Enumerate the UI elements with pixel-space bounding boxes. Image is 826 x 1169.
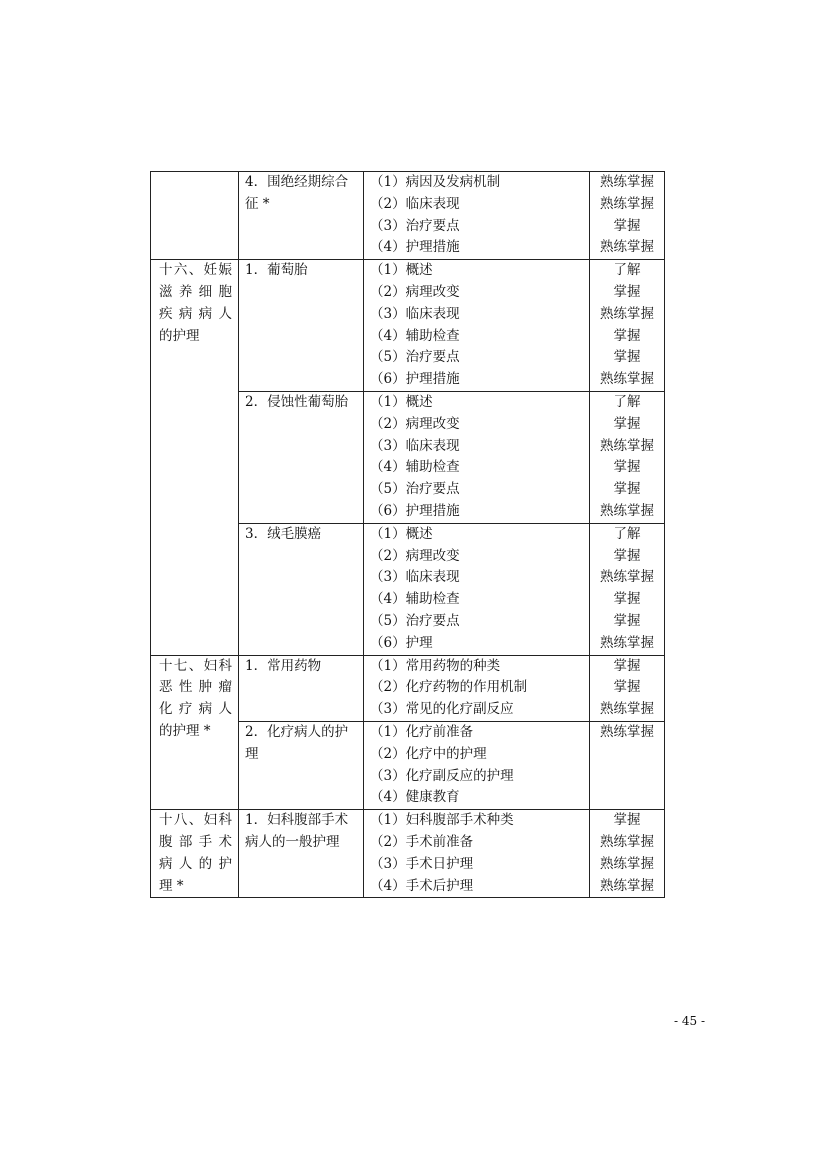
- requirement-level-cell: [590, 260, 665, 392]
- unit-title-line: 腹部手术: [159, 833, 232, 850]
- content-item: （2）手术前准备: [370, 833, 474, 850]
- table-row: [151, 810, 665, 898]
- syllabus-table: [150, 171, 665, 898]
- content-item: （2）病理改变: [370, 547, 460, 564]
- unit-title-line: 十七、妇科: [159, 657, 232, 674]
- content-item: （4）健康教育: [370, 789, 460, 806]
- content-item: （6）护理措施: [370, 371, 460, 388]
- unit-title-line: 恶性肿瘤: [159, 679, 232, 696]
- content-item: （1）病因及发病机制: [370, 174, 501, 190]
- requirement-level: 熟练掌握: [600, 371, 654, 388]
- content-item: （1）常用药物的种类: [370, 657, 501, 674]
- content-item: （2）病理改变: [370, 283, 460, 300]
- requirement-level: 熟练掌握: [600, 723, 654, 740]
- unit-title-cell: [151, 810, 239, 898]
- requirement-level: 掌握: [613, 679, 641, 696]
- requirement-level: 熟练掌握: [600, 833, 654, 850]
- content-item: （4）护理措施: [370, 239, 460, 256]
- requirement-level: 熟练掌握: [600, 701, 654, 718]
- content-item: （3）临床表现: [370, 305, 460, 322]
- content-item: （5）治疗要点: [370, 349, 460, 366]
- requirement-level: 熟练掌握: [600, 877, 654, 894]
- topic-title-line: 征 *: [245, 195, 270, 212]
- unit-title-line: 病人的护: [159, 855, 232, 872]
- requirement-level: 掌握: [613, 327, 641, 344]
- requirement-level: 掌握: [613, 812, 641, 829]
- content-item: （6）护理: [370, 634, 433, 651]
- unit-title-line: 的护理: [159, 327, 200, 344]
- unit-title-line: 化疗病人: [159, 701, 232, 718]
- topic-cell: [239, 260, 364, 392]
- content-items-cell: [364, 523, 590, 655]
- unit-title-cell: [151, 260, 239, 655]
- content-item: （3）临床表现: [370, 437, 460, 454]
- requirement-level: 了解: [613, 525, 641, 542]
- requirement-level: 了解: [613, 262, 641, 279]
- table-row: [151, 655, 665, 721]
- content-items-cell: [364, 810, 590, 898]
- content-items-cell: [364, 260, 590, 392]
- content-items-cell: [364, 391, 590, 523]
- content-item: （2）临床表现: [370, 195, 460, 212]
- topic-title-line: 1．葡萄胎: [245, 262, 308, 279]
- content-item: （4）手术后护理: [370, 877, 474, 894]
- content-item: （6）护理措施: [370, 502, 460, 519]
- requirement-level: 熟练掌握: [600, 634, 654, 651]
- requirement-level-cell: [590, 655, 665, 721]
- unit-title-line: 滋养细胞: [159, 283, 232, 300]
- requirement-level: 掌握: [613, 591, 641, 608]
- requirement-level: 掌握: [613, 481, 641, 498]
- content-item: （2）化疗中的护理: [370, 745, 487, 762]
- syllabus-table-body: [151, 172, 665, 898]
- page-number: - 45 -: [674, 1014, 706, 1028]
- unit-title-line: 十六、妊娠: [159, 262, 232, 279]
- requirement-level: 掌握: [613, 612, 641, 629]
- content-item: （1）概述: [370, 262, 433, 279]
- topic-cell: [239, 810, 364, 898]
- content-item: （1）概述: [370, 525, 433, 542]
- content-items-cell: [364, 655, 590, 721]
- requirement-level: 掌握: [613, 349, 641, 366]
- requirement-level: 熟练掌握: [600, 437, 654, 454]
- requirement-level: 掌握: [613, 459, 641, 476]
- requirement-level: 掌握: [613, 547, 641, 564]
- topic-title-line: 1．妇科腹部手术: [245, 812, 349, 829]
- topic-title-line: 病人的一般护理: [245, 833, 340, 850]
- unit-title-line: 理 *: [159, 877, 184, 894]
- requirement-level: 掌握: [613, 283, 641, 300]
- topic-cell: [239, 721, 364, 809]
- requirement-level-cell: [590, 172, 665, 260]
- content-item: （2）化疗药物的作用机制: [370, 679, 528, 696]
- topic-title-line: 2．侵蚀性葡萄胎: [245, 393, 349, 410]
- requirement-level: 熟练掌握: [600, 569, 654, 586]
- requirement-level: 熟练掌握: [600, 239, 654, 256]
- requirement-level: 熟练掌握: [600, 195, 654, 212]
- content-item: （3）手术日护理: [370, 855, 474, 872]
- content-item: （3）临床表现: [370, 569, 460, 586]
- requirement-level: 熟练掌握: [600, 174, 654, 190]
- table-row: [151, 172, 665, 260]
- unit-title-line: 疾病病人: [159, 305, 232, 322]
- topic-cell: [239, 391, 364, 523]
- requirement-level: 熟练掌握: [600, 305, 654, 322]
- content-item: （1）化疗前准备: [370, 723, 474, 740]
- content-item: （3）治疗要点: [370, 217, 460, 234]
- content-item: （1）妇科腹部手术种类: [370, 812, 514, 829]
- requirement-level: 熟练掌握: [600, 855, 654, 872]
- requirement-level: 熟练掌握: [600, 502, 654, 519]
- unit-title-line: 十八、妇科: [159, 812, 232, 829]
- requirement-level: 掌握: [613, 415, 641, 432]
- requirement-level-cell: [590, 391, 665, 523]
- content-item: （3）常见的化疗副反应: [370, 701, 514, 718]
- content-item: （4）辅助检查: [370, 327, 460, 344]
- requirement-level: 掌握: [613, 217, 641, 234]
- content-item: （4）辅助检查: [370, 591, 460, 608]
- topic-title-line: 4．围绝经期综合: [245, 174, 349, 190]
- content-item: （1）概述: [370, 393, 433, 410]
- requirement-level: 掌握: [613, 657, 641, 674]
- topic-cell: [239, 655, 364, 721]
- table-row: [151, 260, 665, 392]
- unit-title-cell: [151, 172, 239, 260]
- content-items-cell: [364, 172, 590, 260]
- topic-title-line: 1．常用药物: [245, 657, 322, 674]
- topic-title-line: 2．化疗病人的护: [245, 723, 349, 740]
- content-item: （5）治疗要点: [370, 481, 460, 498]
- content-item: （3）化疗副反应的护理: [370, 767, 514, 784]
- requirement-level: 了解: [613, 393, 641, 410]
- content-items-cell: [364, 721, 590, 809]
- unit-title-cell: [151, 655, 239, 810]
- content-item: （5）治疗要点: [370, 612, 460, 629]
- topic-cell: [239, 172, 364, 260]
- requirement-level-cell: [590, 810, 665, 898]
- requirement-level-cell: [590, 721, 665, 809]
- requirement-level-cell: [590, 523, 665, 655]
- unit-title-line: 的护理 *: [159, 722, 211, 739]
- content-item: （4）辅助检查: [370, 459, 460, 476]
- topic-cell: [239, 523, 364, 655]
- content-item: （2）病理改变: [370, 415, 460, 432]
- topic-title-line: 3．绒毛膜癌: [245, 525, 322, 542]
- topic-title-line: 理: [245, 745, 259, 762]
